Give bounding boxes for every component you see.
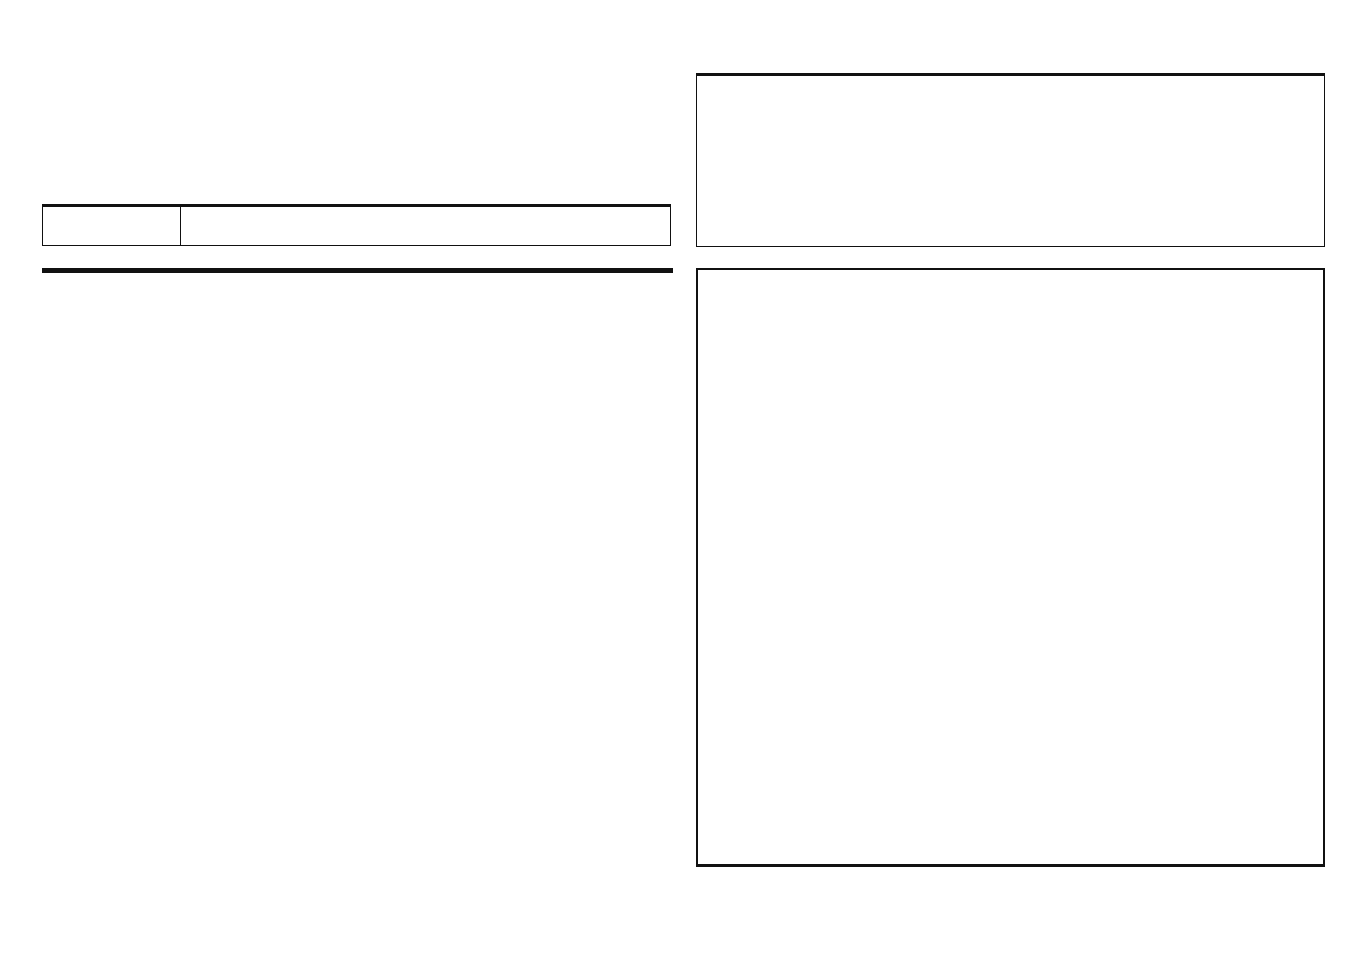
function-grid-header [696,73,1325,247]
program-table [42,268,673,273]
program-table-header [42,204,671,246]
header-description [181,207,670,245]
header-program [43,207,181,245]
title-block [43,42,333,56]
function-grid-body [696,268,1325,867]
